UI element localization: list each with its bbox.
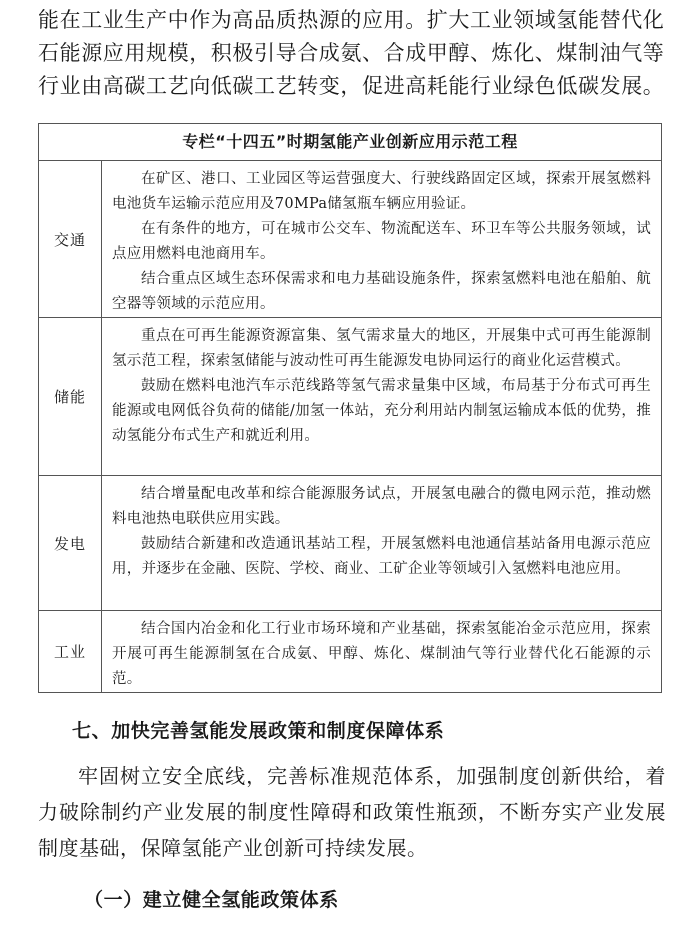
intro-paragraph — [38, 4, 666, 103]
row-paragraph: 鼓励在燃料电池汽车示范线路等氢气需求量集中区域，布局基于分布式可再生能源或电网低谷负荷的储能/加氢一体站，充分利用站内制氢运输成本低的优势，推动氢能分布式生产和就近利用。 — [112, 378, 651, 444]
row-content — [102, 318, 661, 475]
category-label: 储能 — [39, 318, 102, 475]
category-label: 交通 — [39, 161, 102, 317]
row-content — [102, 161, 661, 317]
section-heading: 七、加快完善氢能发展政策和制度保障体系 — [72, 720, 445, 742]
category-label: 工业 — [39, 611, 102, 692]
row-paragraph: 鼓励结合新建和改造通讯基站工程，开展氢燃料电池通信基站备用电源示范应用，并逐步在金融、医院、学校、商业、工矿企业等领域引入氢燃料电池应用。 — [112, 536, 651, 577]
row-industry — [39, 611, 661, 692]
row-paragraph: 结合重点区域生态环保需求和电力基础设施条件，探索氢燃料电池在船舶、航空器等领域的示范应用。 — [112, 271, 651, 312]
row-paragraph: 在有条件的地方，可在城市公交车、物流配送车、环卫车等公共服务领域，试点应用燃料电池商用车。 — [112, 221, 651, 262]
row-paragraph: 结合增量配电改革和综合能源服务试点，开展氢电融合的微电网示范，推动燃料电池热电联供应用实践。 — [112, 486, 651, 527]
row-paragraph: 重点在可再生能源资源富集、氢气需求量大的地区，开展集中式可再生能源制氢示范工程，探索氢储能与波动性可再生能源发电协同运行的商业化运营模式。 — [112, 328, 651, 369]
row-storage — [39, 318, 661, 476]
intro-line: 石能源应用规模，积极引导合成氨、合成甲醇、炼化、煤制油气等 — [38, 41, 665, 65]
row-paragraph: 在矿区、港口、工业园区等运营强度大、行驶线路固定区域，探索开展氢燃料电池货车运输示范应用及70MPa储氢瓶车辆应用验证。 — [112, 171, 651, 212]
row-power-generation — [39, 476, 661, 611]
row-paragraph: 结合国内冶金和化工行业市场环境和产业基础，探索氢能冶金示范应用，探索开展可再生能源制氢在合成氨、甲醇、炼化、煤制油气等行业替代化石能源的示范。 — [112, 621, 651, 687]
intro-line: 能在工业生产中作为高品质热源的应用。扩大工业领域氢能替代化 — [38, 8, 665, 32]
row-content — [102, 476, 661, 610]
row-content — [102, 611, 661, 692]
column-box-title: 专栏“十四五”时期氢能产业创新应用示范工程 — [39, 124, 661, 161]
category-label: 发电 — [39, 476, 102, 610]
intro-line: 行业由高碳工艺向低碳工艺转变，促进高耗能行业绿色低碳发展。 — [38, 74, 665, 98]
column-box — [38, 123, 662, 693]
row-transport — [39, 161, 661, 318]
section-paragraph: 牢固树立安全底线，完善标准规范体系，加强制度创新供给，着力破除制约产业发展的制度性障碍和政策性瓶颈，不断夯实产业发展制度基础，保障氢能产业创新可持续发展。 — [38, 764, 666, 860]
subsection-heading: （一）建立健全氢能政策体系 — [84, 889, 339, 911]
